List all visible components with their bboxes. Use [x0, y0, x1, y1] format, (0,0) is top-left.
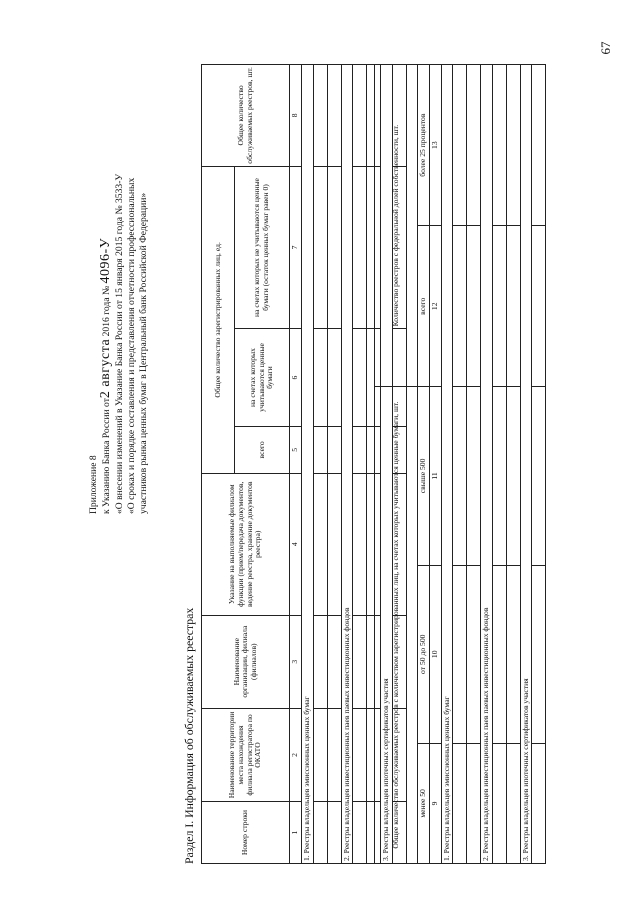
header-federal-share: Количество реестров с федеральной долей собственности, шт. — [375, 65, 418, 387]
table-row — [492, 65, 506, 864]
appendix-date: 2 августа — [98, 338, 114, 399]
col-number: 11 — [429, 387, 441, 565]
col-number: 5 — [290, 426, 302, 473]
table-row — [506, 65, 520, 864]
table-section-row: 2. Реестры владельцев инвестиционных паев паевых инвестиционных фондов — [341, 65, 353, 864]
appendix-ref — [100, 94, 113, 514]
col-number: 4 — [290, 473, 302, 615]
table-section-row: 1. Реестры владельцев эмиссионных ценных бумаг — [441, 65, 453, 864]
col-number: 10 — [429, 565, 441, 743]
table-row — [353, 65, 367, 864]
appendix-label: Приложение 8 — [88, 455, 99, 514]
col-number: 1 — [290, 802, 302, 864]
col-number: 12 — [429, 226, 441, 387]
appendix-ref-prefix: к Указанию Банка России от — [101, 398, 113, 514]
col-number: 7 — [290, 166, 302, 329]
table-row — [313, 65, 327, 864]
table-section-row: 3. Реестры владельцев ипотечных сертификатов участия — [520, 65, 532, 864]
page-number: 67 — [598, 41, 613, 55]
table-section-row: 1. Реестры владельцев эмиссионных ценных бумаг — [302, 65, 314, 864]
appendix-number: 4096-У — [98, 237, 114, 284]
table-row — [532, 65, 546, 864]
header-total-persons: Общее количество зарегистрированных лиц, ед. — [202, 166, 235, 473]
appendix-ref-mid: 2016 года № — [101, 285, 113, 337]
col-number: 9 — [429, 743, 441, 863]
appendix-header — [88, 94, 150, 514]
col-number: 2 — [290, 708, 302, 801]
section-title: Раздел I. Информация об обслуживаемых реестрах — [182, 607, 196, 864]
col-number: 3 — [290, 615, 302, 708]
header-territory: Наименование территории места нахождения филиала регистратора по ОКАТО — [202, 708, 290, 801]
table-row — [453, 65, 467, 864]
header-gt500: свыше 500 — [418, 387, 430, 565]
table-row — [467, 65, 481, 864]
col-number: 6 — [290, 329, 302, 427]
header-50-500: от 50 до 500 — [418, 565, 430, 743]
header-all: всего — [418, 226, 430, 387]
header-not-accounted: на счетах которых не учитываются ценные бумаги (остаток ценных бумаг равен 0) — [235, 166, 290, 329]
table-section-row: 2. Реестры владельцев инвестиционных паев паевых инвестиционных фондов — [481, 65, 493, 864]
header-org-name: Наименование организации, филиала (филиалов) — [202, 615, 290, 708]
col-number: 8 — [290, 65, 302, 167]
header-gt25: более 25 процентов — [418, 65, 430, 226]
header-functions: Указание на выполняемые филиалом функции (прием/передача документов, ведение реестра, хранение документов реестра) — [202, 473, 290, 615]
appendix-title-line1: «О внесении изменений в Указание Банка России от 15 января 2015 года № 3533-У — [113, 173, 125, 514]
header-all: всего — [235, 426, 290, 473]
header-accounted: на счетах которых учитываются ценные бумаги — [235, 329, 290, 427]
header-lt50: менее 50 — [418, 743, 430, 863]
appendix-title-line2: «О сроках и порядке составления и представления отчетности профессиональных — [125, 177, 137, 514]
registries-count-table — [374, 64, 546, 864]
appendix-title-line3: участников рынка ценных бумаг в Центральный банк Российской Федерации» — [138, 192, 150, 514]
header-count-by-persons: Общее количество обслуживаемых реестров с количеством зарегистрированных лиц, на счетах которых учитываются ценные бумаги, шт. — [375, 387, 418, 864]
col-number: 13 — [429, 65, 441, 226]
header-row-number: Номер строки — [202, 802, 290, 864]
table-section-row: 3. Реестры владельцев ипотечных сертификатов участия — [381, 65, 393, 864]
table-row — [327, 65, 341, 864]
rotated-document — [88, 20, 568, 870]
header-total-registries: Общее количество обслуживаемых реестров, шт. — [202, 65, 290, 167]
